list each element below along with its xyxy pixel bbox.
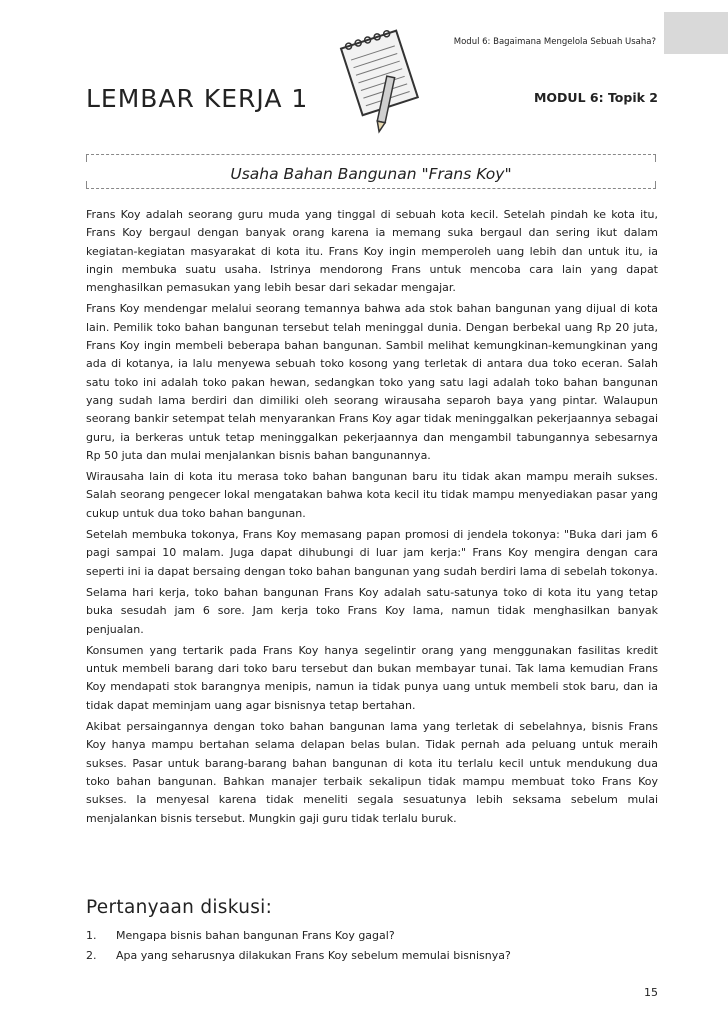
story-paragraph: Akibat persaingannya dengan toko bahan bangunan lama yang terletak di sebelahnya, bisnis Frans Koy hanya mampu bertahan selama delapan belas bulan. Tidak pernah ada peluang untuk meraih sukses. Pasar untuk barang-barang bahan bangunan di kota itu terlalu kecil untuk mendukung dua toko bahan bangunan. Bahkan manajer terbaik sekalipun tidak mampu membuat toko Frans Koy sukses. Ia menyesal karena tidak meneliti segala sesuatunya lebih seksama sebelum mulai menjalankan bisnis tersebut. Mungkin gaji guru tidak terlalu buruk. <box>86 720 658 825</box>
page-number: 15 <box>644 986 658 999</box>
story-paragraph: Wirausaha lain di kota itu merasa toko bahan bangunan baru itu tidak akan mampu meraih sukses. Salah seorang pengecer lokal mengatakan bahwa kota kecil itu tidak mampu menyediakan pasar yang cukup untuk dua toko bahan bangunan. <box>86 470 658 520</box>
running-header: Modul 6: Bagaimana Mengelola Sebuah Usaha? <box>453 37 656 47</box>
case-title-box <box>86 154 656 189</box>
discussion-questions <box>86 926 658 966</box>
module-topic: MODUL 6: Topik 2 <box>533 90 658 105</box>
question-item <box>86 946 658 966</box>
story-paragraph: Setelah membuka tokonya, Frans Koy memasang papan promosi di jendela tokonya: "Buka dari jam 6 pagi sampai 10 malam. Juga dapat dihubungi di luar jam kerja:" Frans Koy mengira dengan cara seperti ini ia dapat bersaing dengan toko bahan bangunan yang sudah berdiri lama di sebelah tokonya. <box>86 528 658 578</box>
side-tab <box>664 12 728 54</box>
question-text: Apa yang seharusnya dilakukan Frans Koy sebelum memulai bisnisnya? <box>116 949 511 962</box>
question-number: 2. <box>86 949 97 962</box>
notepad-pencil-icon <box>330 28 430 138</box>
story-paragraph: Konsumen yang tertarik pada Frans Koy hanya segelintir orang yang menggunakan fasilitas kredit untuk membeli barang dari toko baru tersebut dan bukan membayar tunai. Tak lama kemudian Frans Koy mendapati stok barangnya menipis, namun ia tidak punya uang untuk membeli stok baru, dan ia tidak dapat meminjam uang agar bisnisnya tetap bertahan. <box>86 643 658 712</box>
case-title: Usaha Bahan Bangunan "Frans Koy" <box>230 165 512 183</box>
question-item <box>86 926 658 946</box>
question-number: 1. <box>86 929 97 942</box>
story-paragraph: Frans Koy mendengar melalui seorang temannya bahwa ada stok bahan bangunan yang dijual di kota lain. Pemilik toko bahan bangunan tersebut telah meninggal dunia. Dengan berbekal uang Rp 20 juta, Frans Koy ingin membeli beberapa bahan bangunan. Sambil melihat kemungkinan-kemungkinan yang ada di kotanya, ia lalu menyewa sebuah toko kosong yang terletak di antara dua toko eceran. Salah satu toko ini adalah toko pakan hewan, sedangkan toko yang satu lagi adalah toko bahan bangunan yang sudah lama berdiri dan dimiliki oleh seorang wirausaha separoh baya yang pintar. Walaupun seorang bankir setempat telah menyarankan Frans Koy agar tidak meninggalkan pekerjaannya sebagai guru, ia berkeras untuk tetap meninggalkan pekerjaannya dan mengambil tabungannya sebesarnya Rp 50 juta dan mulai menjalankan bisnis bahan bangunannya. <box>86 302 658 462</box>
case-story <box>86 206 658 831</box>
story-paragraph: Selama hari kerja, toko bahan bangunan Frans Koy adalah satu-satunya toko di kota itu yang tetap buka sesudah jam 6 sore. Jam kerja toko Frans Koy lama, namun tidak menghasilkan banyak penjualan. <box>86 585 658 636</box>
question-text: Mengapa bisnis bahan bangunan Frans Koy gagal? <box>116 929 395 942</box>
worksheet-title: LEMBAR KERJA 1 <box>86 84 309 113</box>
story-paragraph: Frans Koy adalah seorang guru muda yang tinggal di sebuah kota kecil. Setelah pindah ke kota itu, Frans Koy bergaul dengan banyak orang karena ia memang suka bergaul dan sering ikut dalam kegiatan-kegiatan masyarakat di kota itu. Frans Koy ingin memperoleh uang lebih dan untuk itu, ia ingin membuka suatu usaha. Istrinya mendorong Frans untuk mencoba cara lain yang dapat menghasilkan pemasukan yang lebih besar dari sekadar mengajar. <box>86 208 658 295</box>
discussion-heading: Pertanyaan diskusi: <box>86 897 273 918</box>
